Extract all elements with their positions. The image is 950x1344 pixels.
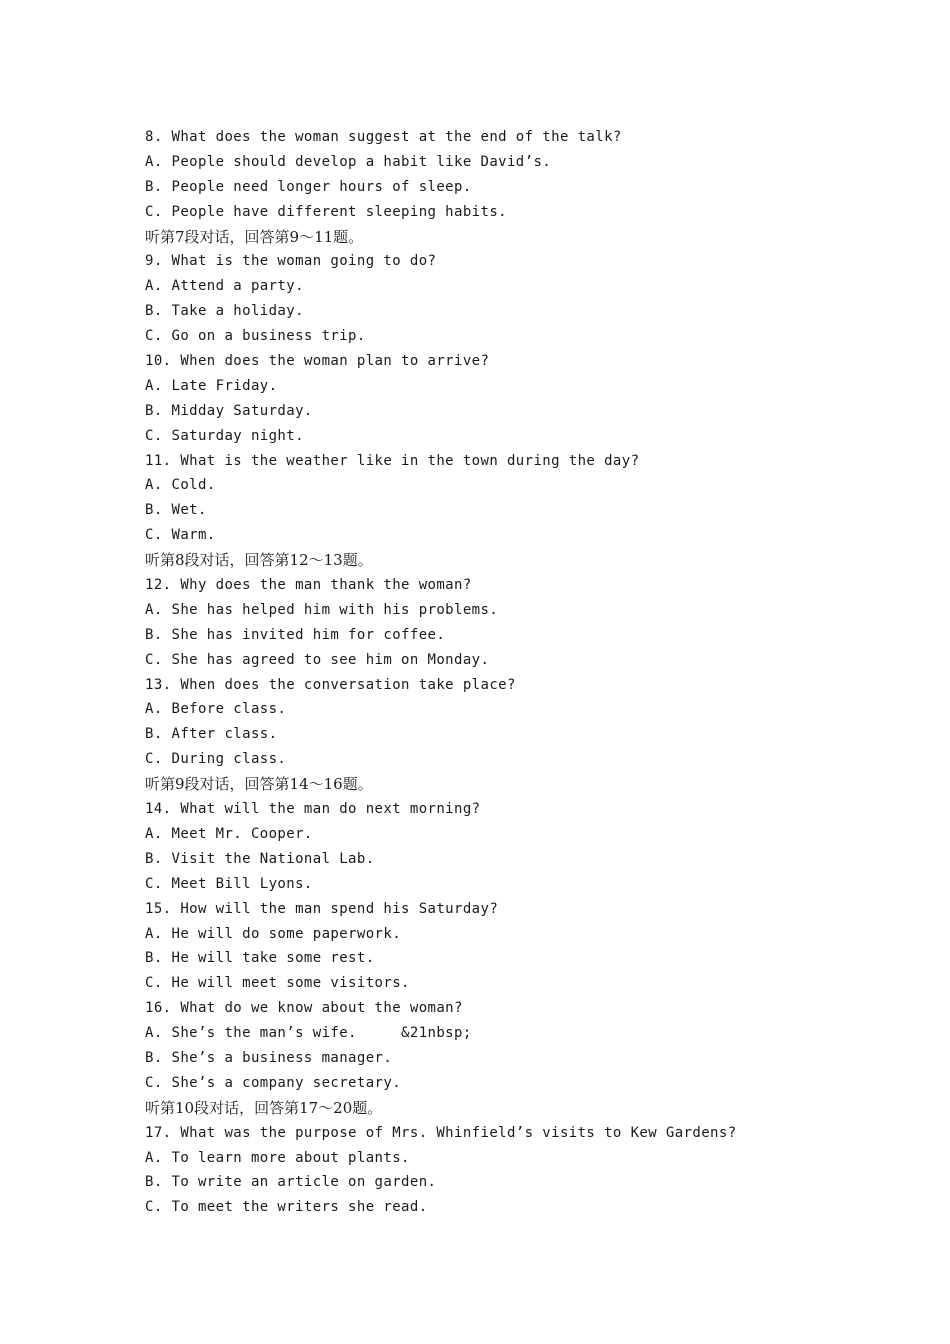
option-12a: A. She has helped him with his problems. [145,601,499,618]
option-11a: A. Cold. [145,477,216,494]
option-8b: B. People need longer hours of sleep. [145,178,472,195]
option-17a: A. To learn more about plants. [145,1149,410,1166]
option-15b: B. He will take some rest. [145,950,375,967]
option-13c: C. During class. [145,751,287,768]
question-14: 14. What will the man do next morning? [145,801,481,818]
option-11b: B. Wet. [145,502,207,519]
section-heading-10: 听第10段对话，回答第17～20题。 [145,1098,383,1117]
option-17b: B. To write an article on garden. [145,1174,437,1191]
option-10b: B. Midday Saturday. [145,402,313,419]
option-13a: A. Before class. [145,701,287,718]
question-12: 12. Why does the man thank the woman? [145,577,472,594]
option-14c: C. Meet Bill Lyons. [145,875,313,892]
option-16a: A. She’s the man’s wife. &21nbsp; [145,1025,472,1042]
question-16: 16. What do we know about the woman? [145,1000,463,1017]
option-9c: C. Go on a business trip. [145,328,366,345]
option-12c: C. She has agreed to see him on Monday. [145,651,490,668]
option-10c: C. Saturday night. [145,427,304,444]
option-10a: A. Late Friday. [145,377,278,394]
option-8c: C. People have different sleeping habits. [145,203,507,220]
section-heading-8: 听第8段对话，回答第12～13题。 [145,551,373,570]
option-15a: A. He will do some paperwork. [145,925,402,942]
option-16b: B. She’s a business manager. [145,1049,393,1066]
question-13: 13. When does the conversation take place? [145,676,516,693]
option-14a: A. Meet Mr. Cooper. [145,825,313,842]
option-8a: A. People should develop a habit like David’s. [145,153,552,170]
option-15c: C. He will meet some visitors. [145,975,410,992]
document-page [145,125,865,1220]
option-17c: C. To meet the writers she read. [145,1199,428,1216]
question-8: 8. What does the woman suggest at the end of the talk? [145,129,622,145]
option-9a: A. Attend a party. [145,278,304,295]
section-heading-9: 听第9段对话，回答第14～16题。 [145,775,373,794]
option-11c: C. Warm. [145,527,216,544]
section-heading-7: 听第7段对话，回答第9～11题。 [145,227,364,246]
question-15: 15. How will the man spend his Saturday? [145,900,499,917]
option-16c: C. She’s a company secretary. [145,1074,402,1091]
question-17: 17. What was the purpose of Mrs. Whinfield’s visits to Kew Gardens? [145,1124,737,1141]
question-9: 9. What is the woman going to do? [145,253,437,270]
option-13b: B. After class. [145,726,278,743]
question-10: 10. When does the woman plan to arrive? [145,353,490,370]
option-14b: B. Visit the National Lab. [145,850,375,867]
option-9b: B. Take a holiday. [145,303,304,320]
option-12b: B. She has invited him for coffee. [145,626,446,643]
question-11: 11. What is the weather like in the town during the day? [145,452,640,469]
